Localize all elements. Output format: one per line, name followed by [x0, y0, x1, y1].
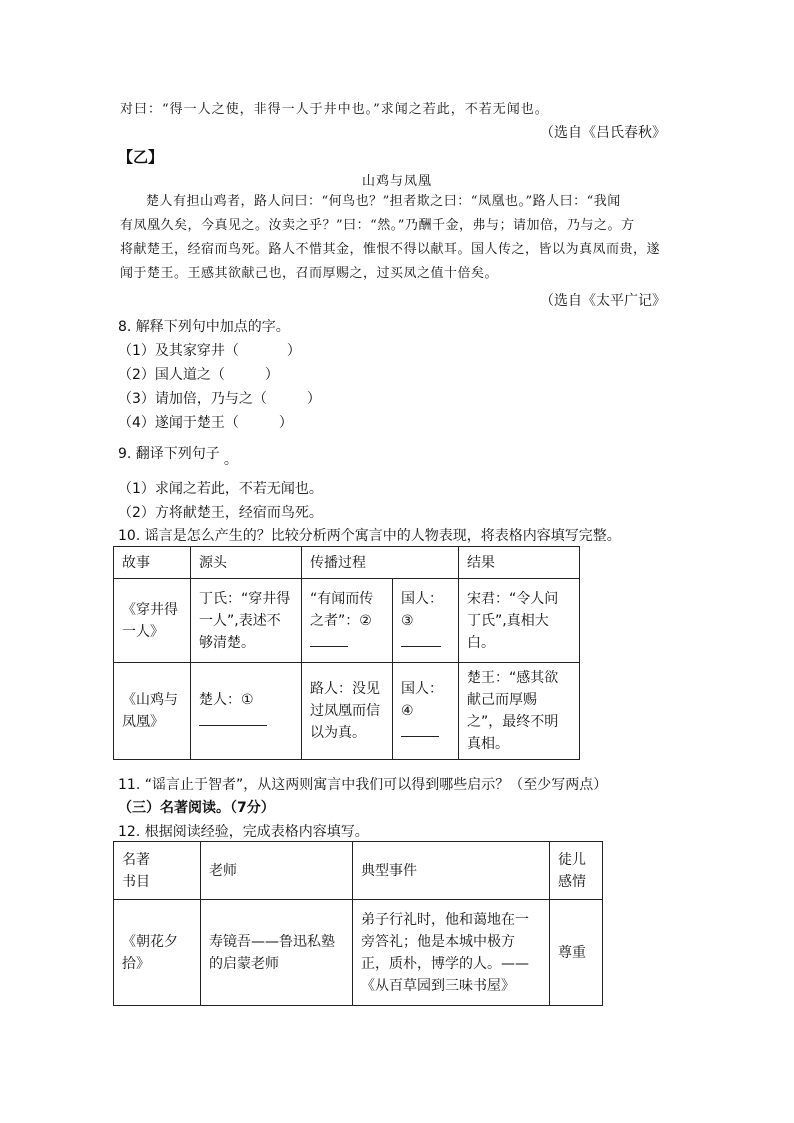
q10-header-result: 结果	[459, 547, 580, 579]
yi-passage	[120, 190, 680, 286]
q8-item-3: （3）请加倍，乃与之（ ）	[118, 391, 321, 407]
yi-source: （选自《太平广记》	[540, 293, 666, 309]
q10-r1-spread-b: 国人：③	[393, 579, 459, 663]
answer-blank-4[interactable]	[401, 736, 439, 737]
q10-r2-story: 《山鸡与凤凰》	[114, 663, 191, 760]
section-3-title: （三）名著阅读。（7分）	[118, 800, 275, 816]
q10-stem: 10. 谣言是怎么产生的？比较分析两个寓言中的人物表现，将表格内容填写完整。	[118, 528, 621, 544]
q12-header-book: 名著书目	[114, 842, 201, 900]
q8-item-4: （4）遂闻于楚王（ ）	[118, 415, 293, 431]
q10-r1-story: 《穿井得一人》	[114, 579, 191, 663]
yi-line-4: 闻于楚王。王感其欲献己也，召而厚赐之，过买凤之值十倍矣。	[120, 266, 499, 281]
q12-r1-feeling: 尊重	[550, 900, 603, 1006]
q10-r2-result: 楚王：“感其欲献己而厚赐之”，最终不明真相。	[459, 663, 580, 760]
jia-source: （选自《吕氏春秋》	[540, 125, 666, 141]
q12-header-feeling: 徒儿感情	[550, 842, 603, 900]
yi-line-2: 有凤凰久矣，今真见之。汝卖之乎？”曰：“然。”乃酬千金，弗与；请加倍，乃与之。方	[120, 218, 635, 233]
q12-header-event: 典型事件	[353, 842, 550, 900]
q10-header-spread: 传播过程	[302, 547, 459, 579]
q12-r1-teacher: 寿镜吾——鲁迅私塾的启蒙老师	[201, 900, 353, 1006]
q12-stem: 12. 根据阅读经验，完成表格内容填写。	[118, 824, 369, 840]
q8-item-1: （1）及其家穿井（ ）	[118, 343, 301, 359]
answer-blank-2[interactable]	[310, 646, 348, 647]
yi-label: 【乙】	[118, 148, 164, 166]
answer-blank-1[interactable]	[199, 725, 267, 726]
q10-table	[113, 546, 580, 760]
q12-header-teacher: 老师	[201, 842, 353, 900]
q9-item-2: （2）方将献楚王，经宿而鸟死。	[118, 505, 323, 521]
yi-line-1: 楚人有担山鸡者，路人问曰：“何鸟也？”担者欺之曰：“凤凰也。”路人曰：“我闻	[146, 194, 621, 209]
q8-stem: 8. 解释下列句中加点的字。	[118, 319, 290, 335]
q11-stem: 11. “谣言止于智者”，从这两则寓言中我们可以得到哪些启示？（至少写两点）	[118, 777, 608, 793]
q10-r1-result: 宋君：“令人问丁氏”,真相大白。	[459, 579, 580, 663]
q12-r1-book: 《朝花夕拾》	[114, 900, 201, 1006]
q10-r2-source: 楚人：①	[191, 663, 302, 760]
q10-r1-spread-a: “有闻而传之者”：②	[302, 579, 393, 663]
q10-header-source: 源头	[191, 547, 302, 579]
q12-r1-event: 弟子行礼时，他和蔼地在一旁答礼；他是本城中极方正，质朴，博学的人。——《从百草园到三味书屋》	[353, 900, 550, 1006]
q10-r1-source: 丁氏：“穿井得一人”,表述不够清楚。	[191, 579, 302, 663]
q10-header-story: 故事	[114, 547, 191, 579]
q8-item-2: （2）国人道之（ ）	[118, 367, 279, 383]
yi-line-3: 将献楚王，经宿而鸟死。路人不惜其金，惟恨不得以献耳。国人传之，皆以为真凤而贵，遂	[120, 242, 661, 257]
q9-stem: 9. 翻译下列句子 。	[118, 446, 238, 468]
q9-item-1: （1）求闻之若此，不若无闻也。	[118, 481, 323, 497]
yi-title: 山鸡与凤凰	[362, 174, 433, 189]
q10-r2-spread-a: 路人：没见过凤凰而信以为真。	[302, 663, 393, 760]
answer-blank-3[interactable]	[401, 646, 441, 647]
q10-r2-spread-b: 国人：④	[393, 663, 459, 760]
q12-table	[113, 841, 603, 1006]
jia-closing-line: 对曰：“得一人之使，非得一人于井中也。”求闻之若此，不若无闻也。	[120, 102, 549, 117]
